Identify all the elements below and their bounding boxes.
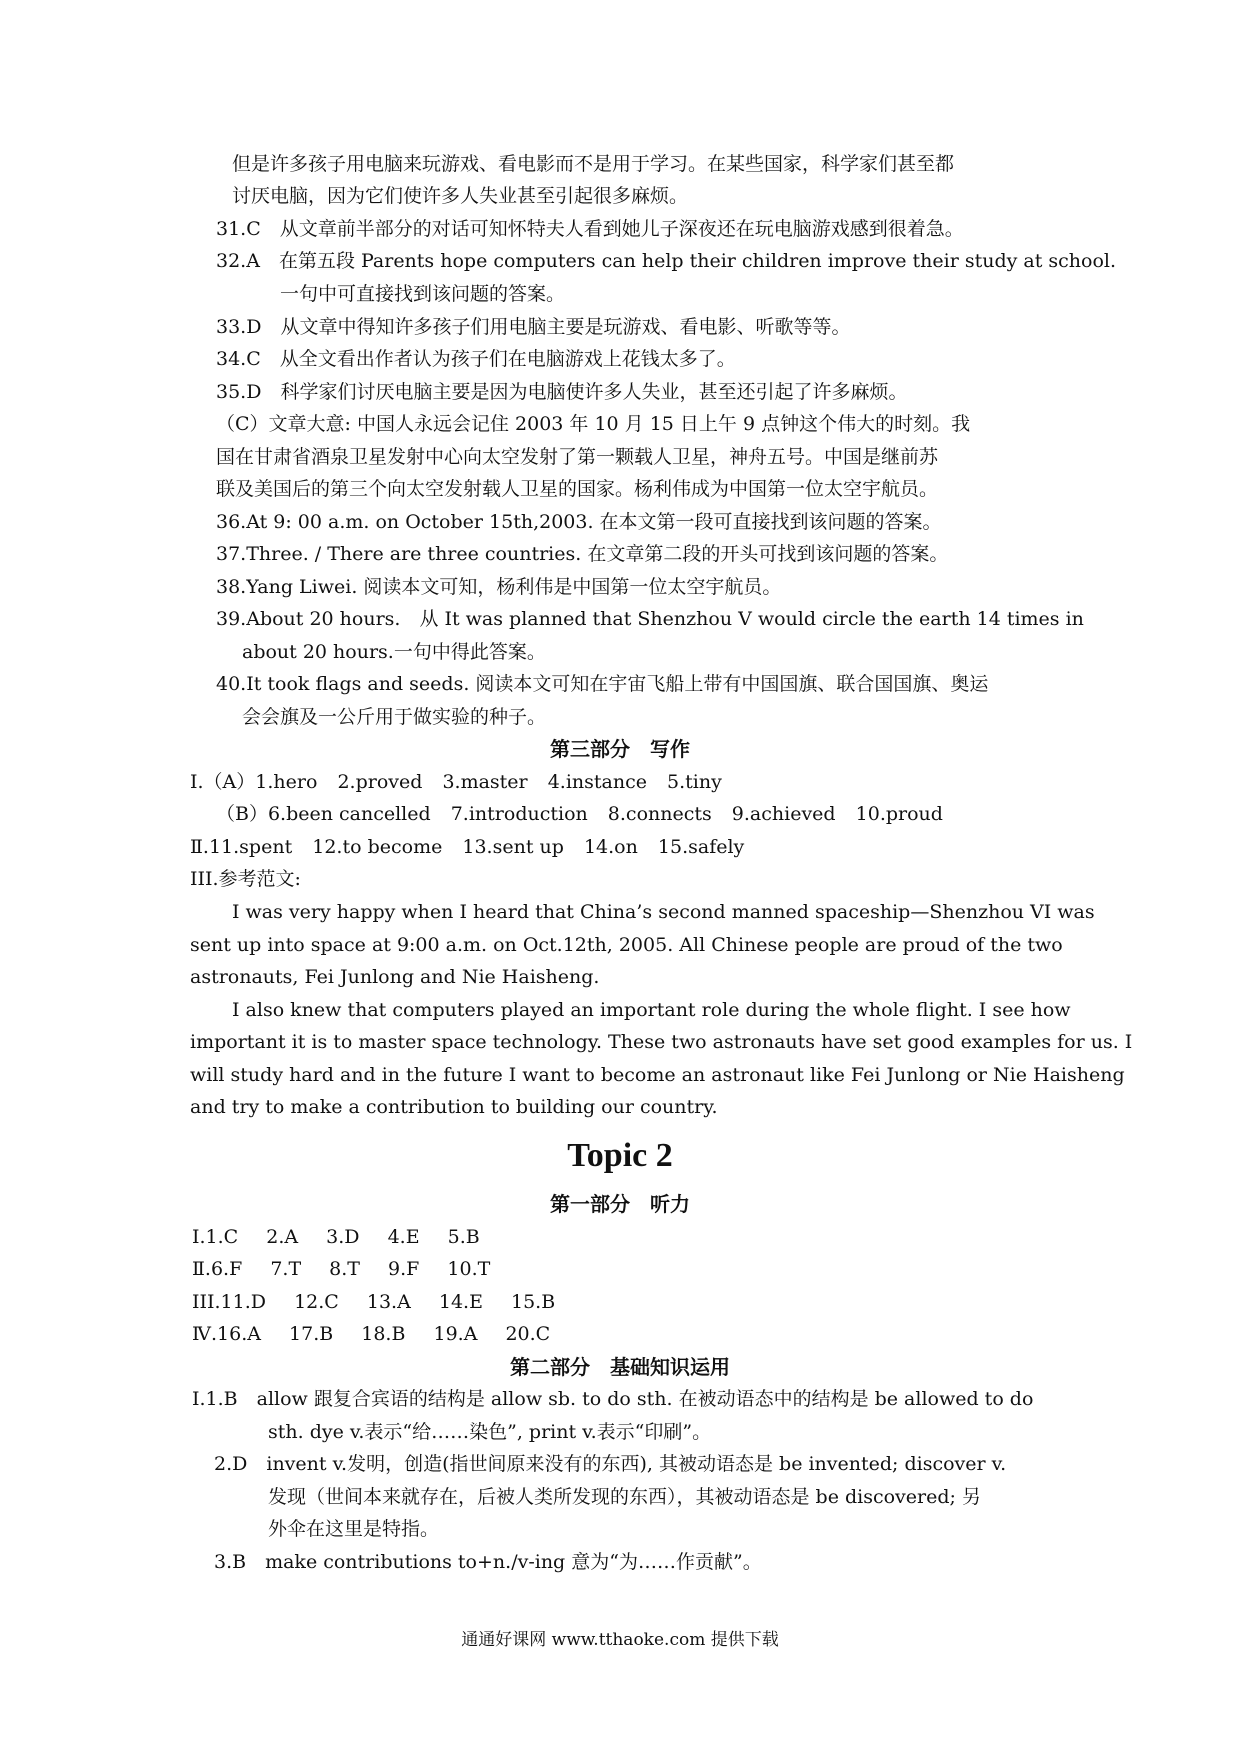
essay-line: will study hard and in the future I want to become an astronaut like Fei Junlong or Nie Haisheng <box>190 1064 1125 1086</box>
basic-answer-2: 2.D invent v.发明，创造(指世间原来没有的东西), 其被动语态是 be invented; discover v. <box>214 1453 1007 1475</box>
answer-35: 35.D 科学家们讨厌电脑主要是因为电脑使许多人失业，甚至还引起了许多麻烦。 <box>216 381 908 403</box>
essay-label: III.参考范文: <box>190 868 301 890</box>
topic-title: Topic 2 <box>567 1137 673 1174</box>
answer-item: 13.A <box>366 1291 411 1313</box>
answer-item: Ⅳ.16.A <box>192 1323 261 1345</box>
answer-item: Ⅱ.6.F <box>192 1258 243 1280</box>
page-footer: 通通好课网 www.tthaoke.com 提供下载 <box>461 1630 779 1650</box>
answer-item: 8.connects <box>607 803 712 825</box>
answer-item: 4.instance <box>547 771 647 793</box>
answer-item: 7.T <box>270 1258 302 1280</box>
writing-row-c <box>190 831 744 863</box>
answer-item: 20.C <box>505 1323 551 1345</box>
answer-32: 32.A 在第五段 Parents hope computers can help their children improve their study at school. <box>216 250 1117 272</box>
text-line: 但是许多孩子用电脑来玩游戏、看电影而不是用于学习。在某些国家，科学家们甚至都 <box>232 153 955 175</box>
answer-item: 15.B <box>511 1291 556 1313</box>
answer-item: 5.B <box>447 1226 480 1248</box>
answer-item: III.11.D <box>192 1291 267 1313</box>
writing-row-b <box>216 798 943 830</box>
answer-item: 14.on <box>583 836 638 858</box>
answer-item: 2.proved <box>337 771 423 793</box>
text-line: 发现（世间本来就存在，后被人类所发现的东西），其被动语态是 be discovered; 另 <box>268 1486 981 1508</box>
answer-item: 8.T <box>329 1258 360 1280</box>
answer-40: 40.It took flags and seeds. 阅读本文可知在宇宙飞船上带有中国国旗、联合国国旗、奥运 <box>216 673 989 695</box>
answer-33: 33.D 从文章中得知许多孩子们用电脑主要是玩游戏、看电影、听歌等等。 <box>216 316 851 338</box>
passage-c-summary: （C）文章大意: 中国人永远会记住 2003 年 10 月 15 日上午 9 点钟这个伟大的时刻。我 <box>216 413 971 435</box>
text-line: 讨厌电脑，因为它们使许多人失业甚至引起很多麻烦。 <box>232 185 689 207</box>
answer-item: 4.E <box>387 1226 420 1248</box>
answer-34: 34.C 从全文看出作者认为孩子们在电脑游戏上花钱太多了。 <box>216 348 736 370</box>
answer-item: 19.A <box>433 1323 478 1345</box>
answer-item: Ⅰ.1.C <box>192 1226 239 1248</box>
answer-36: 36.At 9: 00 a.m. on October 15th,2003. 在本文第一段可直接找到该问题的答案。 <box>216 511 942 533</box>
answer-31: 31.C 从文章前半部分的对话可知怀特夫人看到她儿子深夜还在玩电脑游戏感到很着急。 <box>216 218 964 240</box>
text-line: sth. dye v.表示“给……染色”, print v.表示“印刷”。 <box>268 1421 712 1443</box>
answer-item: 5.tiny <box>667 771 722 793</box>
text-line: 联及美国后的第三个向太空发射载人卫星的国家。杨利伟成为中国第一位太空宇航员。 <box>216 478 939 500</box>
text-line: 一句中可直接找到该问题的答案。 <box>280 283 566 305</box>
text-line: 外伞在这里是特指。 <box>268 1518 440 1540</box>
answer-item: 10.T <box>447 1258 491 1280</box>
answer-item: 12.to become <box>312 836 443 858</box>
answer-item: 3.D <box>326 1226 360 1248</box>
answer-item: 9.F <box>388 1258 420 1280</box>
answer-39: 39.About 20 hours. 从 It was planned that Shenzhou V would circle the earth 14 times in <box>216 608 1084 630</box>
answer-item: 7.introduction <box>450 803 588 825</box>
essay-line: astronauts, Fei Junlong and Nie Haisheng. <box>190 966 600 988</box>
answer-item: Ⅰ.（A）1.hero <box>190 771 318 793</box>
listening-row <box>192 1253 490 1285</box>
listening-row <box>192 1318 550 1350</box>
answer-item: （B）6.been cancelled <box>216 803 431 825</box>
text-line: about 20 hours.一句中得此答案。 <box>242 641 546 663</box>
listening-row <box>192 1286 555 1318</box>
answer-item: 13.sent up <box>462 836 564 858</box>
section-heading-listening: 第一部分 听力 <box>550 1192 690 1216</box>
essay-line: sent up into space at 9:00 a.m. on Oct.12th, 2005. All Chinese people are proud of the two <box>190 934 1063 956</box>
essay-line: I was very happy when I heard that China’s second manned spaceship—Shenzhou VI was <box>232 901 1095 923</box>
essay-line: important it is to master space technology. These two astronauts have set good examples for us. I <box>190 1031 1133 1053</box>
essay-line: I also knew that computers played an important role during the whole flight. I see how <box>232 999 1071 1021</box>
section-heading-basic: 第二部分 基础知识运用 <box>510 1355 730 1379</box>
answer-item: 17.B <box>289 1323 334 1345</box>
answer-38: 38.Yang Liwei. 阅读本文可知，杨利伟是中国第一位太空宇航员。 <box>216 576 782 598</box>
answer-item: 3.master <box>442 771 528 793</box>
section-heading-writing: 第三部分 写作 <box>550 737 690 761</box>
answer-item: 18.B <box>361 1323 406 1345</box>
answer-item: Ⅱ.11.spent <box>190 836 293 858</box>
answer-37: 37.Three. / There are three countries. 在文章第二段的开头可找到该问题的答案。 <box>216 543 949 565</box>
text-line: 国在甘肃省酒泉卫星发射中心向太空发射了第一颗载人卫星，神舟五号。中国是继前苏 <box>216 446 939 468</box>
text-line: 会会旗及一公斤用于做实验的种子。 <box>242 706 547 728</box>
answer-item: 12.C <box>294 1291 339 1313</box>
essay-line: and try to make a contribution to building our country. <box>190 1096 718 1118</box>
basic-answer-1: Ⅰ.1.B allow 跟复合宾语的结构是 allow sb. to do sth. 在被动语态中的结构是 be allowed to do <box>192 1388 1034 1410</box>
answer-item: 15.safely <box>657 836 745 858</box>
answer-item: 14.E <box>438 1291 483 1313</box>
basic-answer-3: 3.B make contributions to+n./v-ing 意为“为……作贡献”。 <box>214 1551 762 1573</box>
answer-item: 10.proud <box>855 803 943 825</box>
writing-row-a <box>190 766 722 798</box>
answer-item: 9.achieved <box>731 803 836 825</box>
answer-item: 2.A <box>266 1226 299 1248</box>
listening-row <box>192 1221 480 1253</box>
